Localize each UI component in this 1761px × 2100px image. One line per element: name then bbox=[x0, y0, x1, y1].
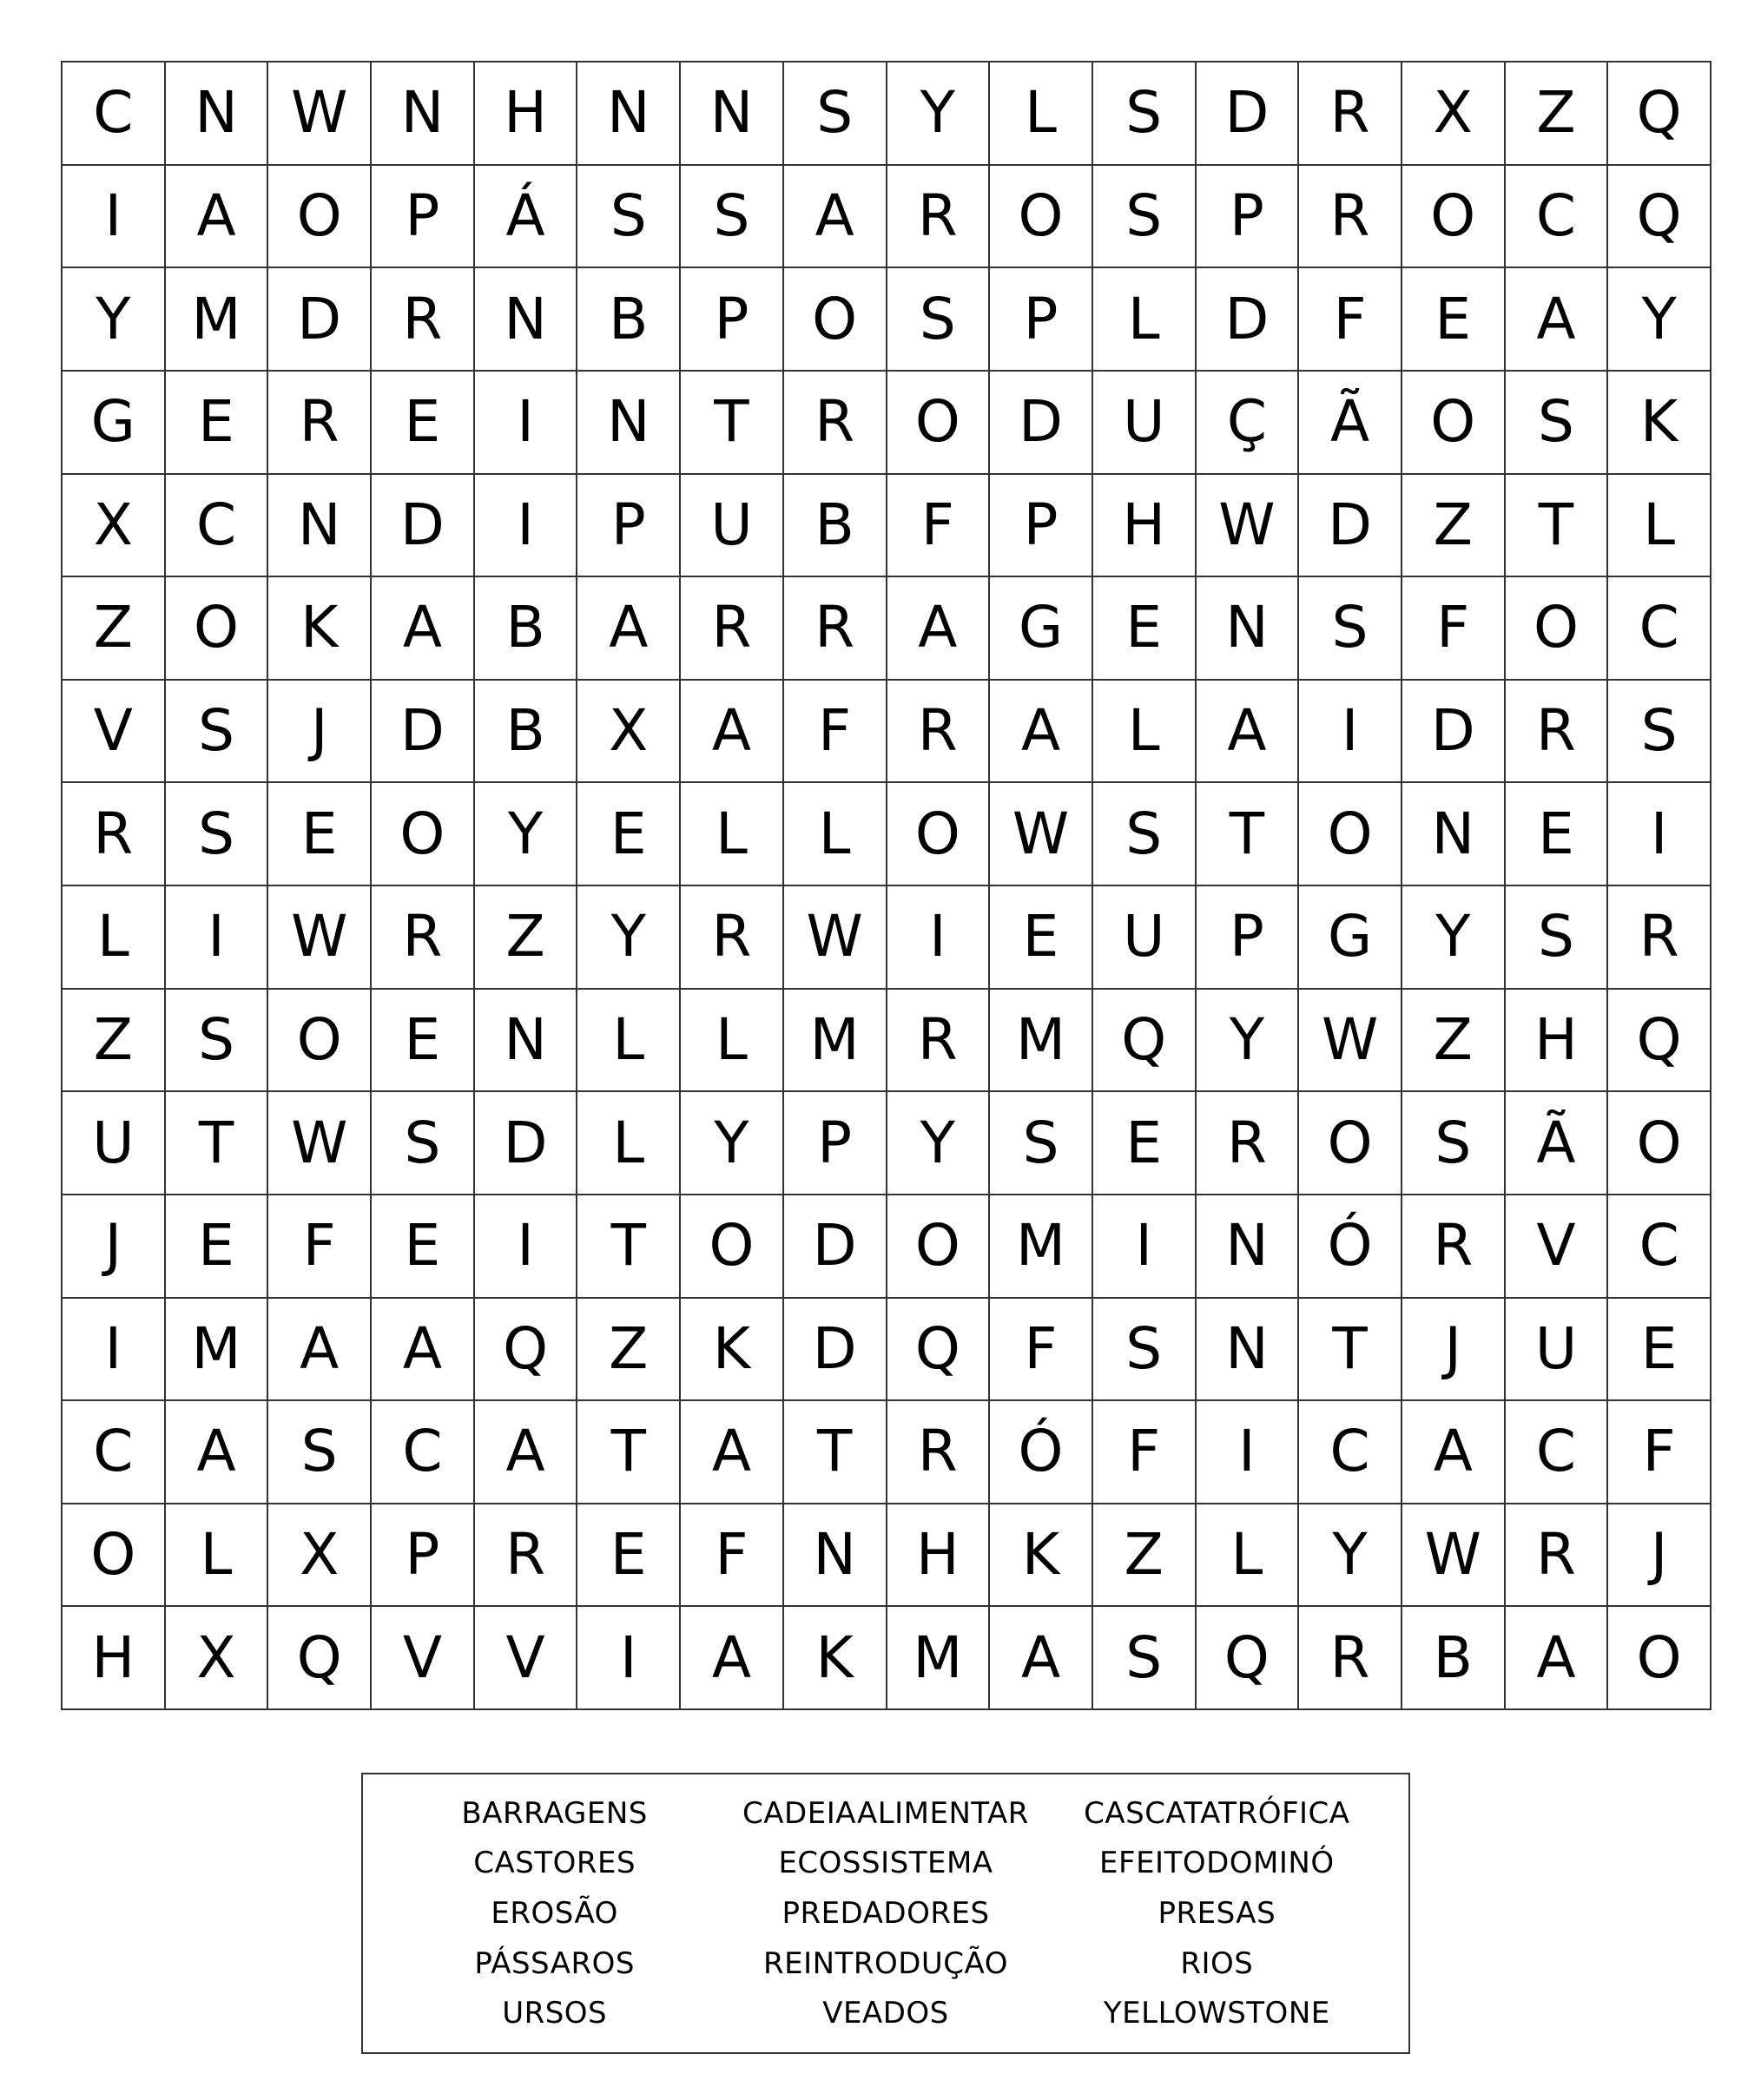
grid-cell[interactable]: O bbox=[887, 783, 991, 886]
grid-cell[interactable]: E bbox=[166, 1195, 269, 1299]
grid-cell[interactable]: A bbox=[1402, 1401, 1506, 1504]
grid-cell[interactable]: V bbox=[372, 1607, 475, 1710]
grid-cell[interactable]: R bbox=[372, 886, 475, 990]
grid-cell[interactable]: Q bbox=[268, 1607, 372, 1710]
grid-cell[interactable]: J bbox=[1608, 1504, 1712, 1608]
grid-cell[interactable]: Y bbox=[681, 1092, 784, 1195]
grid-cell[interactable]: M bbox=[990, 1195, 1093, 1299]
grid-cell[interactable]: S bbox=[887, 268, 991, 372]
grid-cell[interactable]: O bbox=[1608, 1092, 1712, 1195]
grid-cell[interactable]: Q bbox=[1608, 63, 1712, 166]
grid-cell[interactable]: H bbox=[887, 1504, 991, 1608]
grid-cell[interactable]: Á bbox=[475, 166, 578, 269]
grid-cell[interactable]: O bbox=[990, 166, 1093, 269]
grid-cell[interactable]: E bbox=[1093, 577, 1197, 681]
grid-cell[interactable]: A bbox=[372, 577, 475, 681]
grid-cell[interactable]: J bbox=[268, 681, 372, 784]
grid-cell[interactable]: Q bbox=[1608, 990, 1712, 1093]
grid-cell[interactable]: D bbox=[475, 1092, 578, 1195]
grid-cell[interactable]: X bbox=[268, 1504, 372, 1608]
grid-cell[interactable]: A bbox=[1506, 1607, 1609, 1710]
grid-cell[interactable]: N bbox=[166, 63, 269, 166]
grid-cell[interactable]: T bbox=[577, 1195, 681, 1299]
grid-cell[interactable]: Z bbox=[63, 990, 166, 1093]
grid-cell[interactable]: Y bbox=[1608, 268, 1712, 372]
grid-cell[interactable]: I bbox=[63, 166, 166, 269]
grid-cell[interactable]: I bbox=[475, 1195, 578, 1299]
grid-cell[interactable]: M bbox=[166, 1299, 269, 1402]
grid-cell[interactable]: R bbox=[372, 268, 475, 372]
grid-cell[interactable]: I bbox=[1093, 1195, 1197, 1299]
grid-cell[interactable]: S bbox=[166, 990, 269, 1093]
grid-cell[interactable]: C bbox=[1299, 1401, 1402, 1504]
word-search-grid bbox=[61, 61, 1712, 1710]
grid-cell[interactable]: Ó bbox=[1299, 1195, 1402, 1299]
grid-cell[interactable]: M bbox=[166, 268, 269, 372]
grid-cell[interactable]: L bbox=[681, 783, 784, 886]
grid-cell[interactable]: E bbox=[268, 783, 372, 886]
grid-cell[interactable]: O bbox=[1402, 372, 1506, 475]
grid-cell[interactable]: R bbox=[1299, 63, 1402, 166]
grid-cell[interactable]: F bbox=[990, 1299, 1093, 1402]
grid-cell[interactable]: O bbox=[1299, 1092, 1402, 1195]
word-list-item: VEADOS bbox=[822, 1996, 949, 2031]
grid-cell[interactable]: L bbox=[681, 990, 784, 1093]
grid-cell[interactable]: W bbox=[1197, 475, 1300, 578]
grid-cell[interactable]: R bbox=[887, 166, 991, 269]
grid-cell[interactable]: H bbox=[1506, 990, 1609, 1093]
grid-cell[interactable]: O bbox=[887, 1195, 991, 1299]
grid-cell[interactable]: L bbox=[1197, 1504, 1300, 1608]
grid-cell[interactable]: F bbox=[1402, 577, 1506, 681]
grid-cell[interactable]: S bbox=[1093, 166, 1197, 269]
grid-cell[interactable]: H bbox=[63, 1607, 166, 1710]
word-list-item: CADEIAALIMENTAR bbox=[742, 1795, 1029, 1831]
grid-cell[interactable]: Z bbox=[63, 577, 166, 681]
grid-cell[interactable]: C bbox=[166, 475, 269, 578]
grid-cell[interactable]: Ã bbox=[1299, 372, 1402, 475]
grid-cell[interactable]: E bbox=[372, 1195, 475, 1299]
grid-cell[interactable]: I bbox=[1197, 1401, 1300, 1504]
grid-cell[interactable]: P bbox=[1197, 886, 1300, 990]
grid-cell[interactable]: D bbox=[1402, 681, 1506, 784]
word-list-item: YELLOWSTONE bbox=[1103, 1996, 1330, 2031]
grid-cell[interactable]: P bbox=[1197, 166, 1300, 269]
grid-cell[interactable]: Z bbox=[1402, 990, 1506, 1093]
grid-cell[interactable]: O bbox=[372, 783, 475, 886]
grid-cell[interactable]: A bbox=[166, 166, 269, 269]
grid-cell[interactable]: K bbox=[268, 577, 372, 681]
grid-cell[interactable]: N bbox=[1197, 1195, 1300, 1299]
grid-cell[interactable]: O bbox=[1402, 166, 1506, 269]
grid-cell[interactable]: S bbox=[1402, 1092, 1506, 1195]
grid-cell[interactable]: F bbox=[784, 681, 887, 784]
word-list-item: PÁSSAROS bbox=[474, 1945, 635, 1981]
grid-cell[interactable]: P bbox=[372, 1504, 475, 1608]
grid-cell[interactable]: R bbox=[475, 1504, 578, 1608]
grid-cell[interactable]: Ã bbox=[1506, 1092, 1609, 1195]
word-list-item: REINTRODUÇÃO bbox=[763, 1945, 1008, 1981]
grid-cell[interactable]: Y bbox=[1299, 1504, 1402, 1608]
grid-cell[interactable]: Y bbox=[475, 783, 578, 886]
grid-cell[interactable]: I bbox=[63, 1299, 166, 1402]
grid-cell[interactable]: N bbox=[577, 63, 681, 166]
grid-cell[interactable]: P bbox=[784, 1092, 887, 1195]
grid-cell[interactable]: I bbox=[1608, 783, 1712, 886]
grid-cell[interactable]: I bbox=[166, 886, 269, 990]
grid-cell[interactable]: A bbox=[166, 1401, 269, 1504]
grid-cell[interactable]: T bbox=[166, 1092, 269, 1195]
grid-cell[interactable]: L bbox=[784, 783, 887, 886]
grid-cell[interactable]: K bbox=[990, 1504, 1093, 1608]
grid-cell[interactable]: Y bbox=[1402, 886, 1506, 990]
grid-cell[interactable]: Z bbox=[1093, 1504, 1197, 1608]
grid-cell[interactable]: K bbox=[784, 1607, 887, 1710]
word-list bbox=[361, 1773, 1410, 2054]
grid-cell[interactable]: S bbox=[1608, 681, 1712, 784]
grid-cell[interactable]: D bbox=[1299, 475, 1402, 578]
grid-cell[interactable]: A bbox=[577, 577, 681, 681]
grid-cell[interactable]: R bbox=[1197, 1092, 1300, 1195]
grid-cell[interactable]: R bbox=[887, 681, 991, 784]
grid-cell[interactable]: R bbox=[1299, 1607, 1402, 1710]
grid-cell[interactable]: S bbox=[1093, 63, 1197, 166]
grid-cell[interactable]: F bbox=[1299, 268, 1402, 372]
grid-cell[interactable]: S bbox=[1093, 783, 1197, 886]
word-list-item: CASTORES bbox=[473, 1846, 636, 1881]
grid-cell[interactable]: B bbox=[475, 577, 578, 681]
word-list-item: BARRAGENS bbox=[461, 1795, 648, 1831]
grid-cell[interactable]: A bbox=[784, 166, 887, 269]
grid-cell[interactable]: P bbox=[681, 268, 784, 372]
grid-cell[interactable]: E bbox=[990, 886, 1093, 990]
grid-cell[interactable]: O bbox=[63, 1504, 166, 1608]
grid-cell[interactable]: A bbox=[990, 1607, 1093, 1710]
grid-cell[interactable]: R bbox=[1506, 681, 1609, 784]
grid-cell[interactable]: R bbox=[1608, 886, 1712, 990]
grid-cell[interactable]: Ó bbox=[990, 1401, 1093, 1504]
grid-cell[interactable]: Z bbox=[1402, 475, 1506, 578]
grid-cell[interactable]: O bbox=[268, 990, 372, 1093]
word-list-item: EROSÃO bbox=[491, 1895, 618, 1931]
grid-cell[interactable]: W bbox=[1402, 1504, 1506, 1608]
grid-cell[interactable]: N bbox=[1197, 577, 1300, 681]
grid-cell[interactable]: T bbox=[784, 1401, 887, 1504]
grid-cell[interactable]: M bbox=[990, 990, 1093, 1093]
grid-cell[interactable]: A bbox=[887, 577, 991, 681]
grid-cell[interactable]: N bbox=[1197, 1299, 1300, 1402]
grid-cell[interactable]: D bbox=[1197, 268, 1300, 372]
grid-cell[interactable]: O bbox=[166, 577, 269, 681]
word-list-item: RIOS bbox=[1180, 1945, 1254, 1981]
grid-cell[interactable]: R bbox=[681, 886, 784, 990]
grid-cell[interactable]: S bbox=[577, 166, 681, 269]
grid-cell[interactable]: X bbox=[577, 681, 681, 784]
grid-cell[interactable]: R bbox=[784, 372, 887, 475]
grid-cell[interactable]: A bbox=[681, 1401, 784, 1504]
grid-cell[interactable]: P bbox=[990, 475, 1093, 578]
grid-cell[interactable]: O bbox=[1608, 1607, 1712, 1710]
grid-cell[interactable]: C bbox=[63, 63, 166, 166]
grid-cell[interactable]: Z bbox=[475, 886, 578, 990]
grid-cell[interactable]: K bbox=[1608, 372, 1712, 475]
grid-cell[interactable]: C bbox=[1608, 577, 1712, 681]
grid-cell[interactable]: A bbox=[1197, 681, 1300, 784]
grid-cell[interactable]: A bbox=[372, 1299, 475, 1402]
grid-cell[interactable]: D bbox=[784, 1299, 887, 1402]
grid-cell[interactable]: A bbox=[681, 681, 784, 784]
grid-cell[interactable]: N bbox=[475, 990, 578, 1093]
grid-cell[interactable]: A bbox=[475, 1401, 578, 1504]
grid-cell[interactable]: S bbox=[784, 63, 887, 166]
grid-cell[interactable]: S bbox=[268, 1401, 372, 1504]
word-list-item: ECOSSISTEMA bbox=[778, 1846, 993, 1881]
grid-cell[interactable]: R bbox=[268, 372, 372, 475]
grid-cell[interactable]: N bbox=[784, 1504, 887, 1608]
grid-cell[interactable]: C bbox=[1608, 1195, 1712, 1299]
grid-cell[interactable]: E bbox=[1093, 1092, 1197, 1195]
grid-cell[interactable]: S bbox=[1506, 372, 1609, 475]
grid-cell[interactable]: S bbox=[166, 783, 269, 886]
grid-cell[interactable]: F bbox=[1093, 1401, 1197, 1504]
grid-cell[interactable]: Y bbox=[63, 268, 166, 372]
grid-cell[interactable]: V bbox=[1506, 1195, 1609, 1299]
grid-cell[interactable]: N bbox=[372, 63, 475, 166]
word-list-item: CASCATATRÓFICA bbox=[1084, 1795, 1350, 1831]
grid-cell[interactable]: I bbox=[577, 1607, 681, 1710]
grid-cell[interactable]: N bbox=[268, 475, 372, 578]
grid-cell[interactable]: K bbox=[681, 1299, 784, 1402]
grid-cell[interactable]: F bbox=[1608, 1401, 1712, 1504]
grid-cell[interactable]: G bbox=[63, 372, 166, 475]
grid-cell[interactable]: A bbox=[990, 681, 1093, 784]
word-list-item: EFEITODOMINÓ bbox=[1099, 1846, 1335, 1881]
grid-cell[interactable]: O bbox=[1506, 577, 1609, 681]
grid-cell[interactable]: U bbox=[681, 475, 784, 578]
grid-cell[interactable]: S bbox=[166, 681, 269, 784]
grid-cell[interactable]: W bbox=[784, 886, 887, 990]
grid-cell[interactable]: R bbox=[887, 990, 991, 1093]
grid-cell[interactable]: N bbox=[681, 63, 784, 166]
grid-cell[interactable]: O bbox=[268, 166, 372, 269]
grid-cell[interactable]: D bbox=[372, 475, 475, 578]
grid-cell[interactable]: V bbox=[63, 681, 166, 784]
grid-cell[interactable]: G bbox=[1299, 886, 1402, 990]
grid-cell[interactable]: S bbox=[681, 166, 784, 269]
grid-cell[interactable]: W bbox=[268, 1092, 372, 1195]
grid-cell[interactable]: P bbox=[577, 475, 681, 578]
grid-cell[interactable]: I bbox=[475, 475, 578, 578]
word-list-item: URSOS bbox=[502, 1996, 608, 2031]
grid-cell[interactable]: G bbox=[990, 577, 1093, 681]
grid-cell[interactable]: W bbox=[268, 886, 372, 990]
grid-cell[interactable]: E bbox=[1402, 268, 1506, 372]
grid-cell[interactable]: Y bbox=[577, 886, 681, 990]
grid-cell[interactable]: C bbox=[63, 1401, 166, 1504]
grid-cell[interactable]: J bbox=[1402, 1299, 1506, 1402]
grid-cell[interactable]: E bbox=[372, 372, 475, 475]
grid-cell[interactable]: E bbox=[166, 372, 269, 475]
grid-cell[interactable]: C bbox=[1506, 1401, 1609, 1504]
grid-cell[interactable]: O bbox=[784, 268, 887, 372]
grid-cell[interactable]: L bbox=[1093, 268, 1197, 372]
grid-cell[interactable]: X bbox=[1402, 63, 1506, 166]
word-list-item: PREDADORES bbox=[782, 1895, 990, 1931]
grid-cell[interactable]: I bbox=[887, 886, 991, 990]
grid-cell[interactable]: Q bbox=[887, 1299, 991, 1402]
grid-cell[interactable]: Q bbox=[475, 1299, 578, 1402]
grid-cell[interactable]: L bbox=[166, 1504, 269, 1608]
grid-cell[interactable]: D bbox=[784, 1195, 887, 1299]
grid-cell[interactable]: A bbox=[268, 1299, 372, 1402]
grid-cell[interactable]: N bbox=[1402, 783, 1506, 886]
grid-cell[interactable]: R bbox=[784, 577, 887, 681]
grid-cell[interactable]: U bbox=[63, 1092, 166, 1195]
grid-cell[interactable]: L bbox=[577, 1092, 681, 1195]
grid-cell[interactable]: T bbox=[1197, 783, 1300, 886]
grid-cell[interactable]: S bbox=[1506, 886, 1609, 990]
grid-cell[interactable]: C bbox=[372, 1401, 475, 1504]
grid-cell[interactable]: W bbox=[990, 783, 1093, 886]
grid-cell[interactable]: T bbox=[1299, 1299, 1402, 1402]
grid-cell[interactable]: X bbox=[166, 1607, 269, 1710]
grid-cell[interactable]: M bbox=[887, 1607, 991, 1710]
grid-cell[interactable]: P bbox=[372, 166, 475, 269]
grid-cell[interactable]: N bbox=[475, 268, 578, 372]
grid-cell[interactable]: Z bbox=[577, 1299, 681, 1402]
grid-cell[interactable]: Ç bbox=[1197, 372, 1300, 475]
grid-cell[interactable]: P bbox=[990, 268, 1093, 372]
grid-cell[interactable]: T bbox=[1506, 475, 1609, 578]
grid-cell[interactable]: B bbox=[1402, 1607, 1506, 1710]
grid-cell[interactable]: S bbox=[990, 1092, 1093, 1195]
grid-cell[interactable]: T bbox=[577, 1401, 681, 1504]
grid-cell[interactable]: D bbox=[372, 681, 475, 784]
grid-cell[interactable]: B bbox=[784, 475, 887, 578]
grid-cell[interactable]: S bbox=[1093, 1607, 1197, 1710]
grid-cell[interactable]: R bbox=[887, 1401, 991, 1504]
grid-cell[interactable]: J bbox=[63, 1195, 166, 1299]
grid-cell[interactable]: I bbox=[475, 372, 578, 475]
grid-cell[interactable]: O bbox=[887, 372, 991, 475]
grid-cell[interactable]: R bbox=[1402, 1195, 1506, 1299]
grid-cell[interactable]: L bbox=[1608, 475, 1712, 578]
grid-cell[interactable]: E bbox=[372, 990, 475, 1093]
word-list-item: PRESAS bbox=[1158, 1895, 1276, 1931]
grid-cell[interactable]: A bbox=[1506, 268, 1609, 372]
grid-cell[interactable]: A bbox=[681, 1607, 784, 1710]
grid-cell[interactable]: Z bbox=[1506, 63, 1609, 166]
grid-cell[interactable]: B bbox=[475, 681, 578, 784]
grid-cell[interactable]: L bbox=[1093, 681, 1197, 784]
grid-cell[interactable]: S bbox=[1299, 577, 1402, 681]
grid-cell[interactable]: N bbox=[577, 372, 681, 475]
grid-cell[interactable]: O bbox=[681, 1195, 784, 1299]
grid-cell[interactable]: R bbox=[681, 577, 784, 681]
grid-cell[interactable]: S bbox=[372, 1092, 475, 1195]
grid-cell[interactable]: B bbox=[577, 268, 681, 372]
grid-cell[interactable]: W bbox=[268, 63, 372, 166]
grid-cell[interactable]: E bbox=[577, 783, 681, 886]
grid-cell[interactable]: Y bbox=[1197, 990, 1300, 1093]
grid-cell[interactable]: I bbox=[1299, 681, 1402, 784]
grid-cell[interactable]: R bbox=[1299, 166, 1402, 269]
grid-cell[interactable]: H bbox=[475, 63, 578, 166]
grid-cell[interactable]: V bbox=[475, 1607, 578, 1710]
grid-cell[interactable]: E bbox=[1506, 783, 1609, 886]
grid-cell[interactable]: L bbox=[63, 886, 166, 990]
grid-cell[interactable]: E bbox=[1608, 1299, 1712, 1402]
grid-cell[interactable]: U bbox=[1506, 1299, 1609, 1402]
grid-cell[interactable]: E bbox=[577, 1504, 681, 1608]
grid-cell[interactable]: L bbox=[990, 63, 1093, 166]
grid-cell[interactable]: U bbox=[1093, 886, 1197, 990]
grid-cell[interactable]: Y bbox=[887, 63, 991, 166]
grid-cell[interactable]: R bbox=[63, 783, 166, 886]
grid-cell[interactable]: C bbox=[1506, 166, 1609, 269]
grid-cell[interactable]: M bbox=[784, 990, 887, 1093]
grid-cell[interactable]: S bbox=[1093, 1299, 1197, 1402]
grid-cell[interactable]: R bbox=[1506, 1504, 1609, 1608]
grid-cell[interactable]: D bbox=[268, 268, 372, 372]
grid-cell[interactable]: H bbox=[1093, 475, 1197, 578]
grid-cell[interactable]: X bbox=[63, 475, 166, 578]
grid-cell[interactable]: O bbox=[1299, 783, 1402, 886]
grid-cell[interactable]: L bbox=[577, 990, 681, 1093]
grid-cell[interactable]: Q bbox=[1608, 166, 1712, 269]
grid-cell[interactable]: Q bbox=[1197, 1607, 1300, 1710]
grid-cell[interactable]: Q bbox=[1093, 990, 1197, 1093]
grid-cell[interactable]: D bbox=[990, 372, 1093, 475]
grid-cell[interactable]: Y bbox=[887, 1092, 991, 1195]
grid-cell[interactable]: W bbox=[1299, 990, 1402, 1093]
grid-cell[interactable]: T bbox=[681, 372, 784, 475]
grid-cell[interactable]: F bbox=[887, 475, 991, 578]
grid-cell[interactable]: F bbox=[268, 1195, 372, 1299]
grid-cell[interactable]: D bbox=[1197, 63, 1300, 166]
grid-cell[interactable]: U bbox=[1093, 372, 1197, 475]
grid-cell[interactable]: F bbox=[681, 1504, 784, 1608]
